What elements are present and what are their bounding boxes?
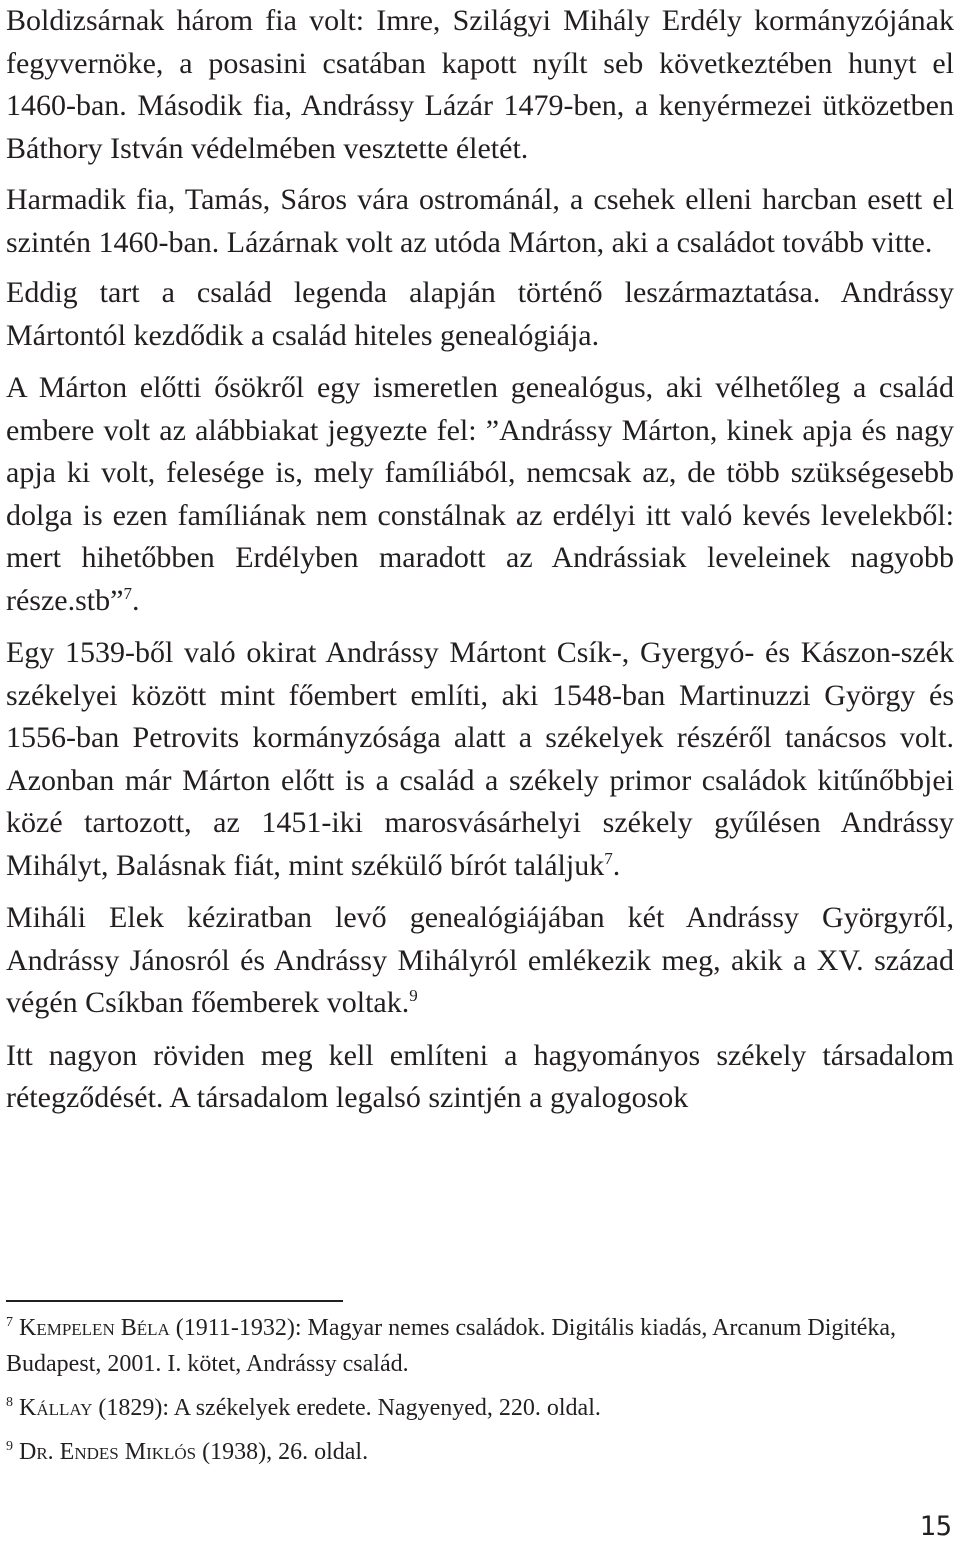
paragraph: Eddig tart a család legenda alapján történő leszármaztatása. Andrássy Mártontól kezdődik a család hiteles genealógiája.	[6, 276, 954, 352]
footnote: $^7$ Kempelen Béla (1911-1932): Magyar nemes családok. Digitális kiadás, Arcanum Digitéka, Budapest, 2001. I. kötet, Andrássy család.	[6, 1315, 897, 1377]
paragraph: Itt nagyon röviden meg kell említeni a hagyományos székely társadalom rétegződését. A társadalom legalsó szintjén a gyalogosok	[6, 1038, 954, 1114]
footnote-author: Dr. Endes Miklós	[19, 1439, 197, 1465]
footnote-reference[interactable]: 7	[604, 848, 613, 868]
footnote-number: 7	[6, 1315, 13, 1330]
footnote-reference[interactable]: 9	[409, 986, 418, 1005]
footnote-number: 8	[6, 1395, 13, 1410]
footnote-author: Kállay	[19, 1395, 93, 1421]
footnote: $^8$ Kállay (1829): A székelyek eredete. Nagyenyed, 220. oldal.	[6, 1395, 601, 1421]
footnote: $^9$ Dr. Endes Miklós (1938), 26. oldal.	[6, 1439, 369, 1465]
main-text	[6, 0, 954, 1120]
paragraph: Miháli Elek kéziratban levő genealógiájában két Andrássy Györgyről, Andrássy Jánosról és Andrássy Mihályról emlékezik meg, akik a XV. század végén Csíkban főemberek voltak.$^9$	[6, 901, 954, 1019]
page-number: 15	[919, 1511, 952, 1542]
paragraph: Egy 1539-ből való okirat Andrássy Mártont Csík-, Gyergyó- és Kászon-szék székelyei között mint főembert említi, aki 1548-ban Martinuzzi György és 1556-ban Petrovits kormányzósága alatt a székelyek részéről tanácsos volt. Azonban már Márton előtt is a család a székely primor családok kitűnőbbjei közé tartozott, az 1451-iki marosvásárhelyi székely gyűlésen Andrássy Mihályt, Balásnak fiát, mint székülő bírót találjuk$^7$.	[6, 636, 954, 882]
paragraph: A Márton előtti ősökről egy ismeretlen genealógus, aki vélhetőleg a család embere volt az alábbiakat jegyezte fel: ”Andrássy Márton, kinek apja és nagy apja ki volt, felesége is, mely famíliából, nemcsak az, de több szükségesebb dolga is ezen famíliának nem constálnak az erdélyi itt való kevés levelekből: mert hihetőbben Erdélyben maradott az Andrássiak leveleinek nagyobb része.stb”$^7$.	[6, 371, 954, 617]
footnote-reference[interactable]: 7	[123, 583, 132, 603]
paragraph: Harmadik fia, Tamás, Sáros vára ostrománál, a csehek elleni harcban esett el szintén 1460-ban. Lázárnak volt az utóda Márton, aki a családot tovább vitte.	[6, 183, 954, 259]
footnote-author: Kempelen Béla	[19, 1315, 170, 1341]
footnote-separator	[6, 1300, 343, 1302]
footnote-number: 9	[6, 1439, 13, 1454]
paragraph: Boldizsárnak három fia volt: Imre, Szilágyi Mihály Erdély kormányzójának fegyvernöke, a posasini csatában kapott nyílt seb következtében hunyt el 1460-ban. Második fia, Andrássy Lázár 1479-ben, a kenyérmezei ütközetben Báthory István védelmében vesztette életét.	[6, 4, 954, 165]
footnotes	[6, 1310, 954, 1470]
